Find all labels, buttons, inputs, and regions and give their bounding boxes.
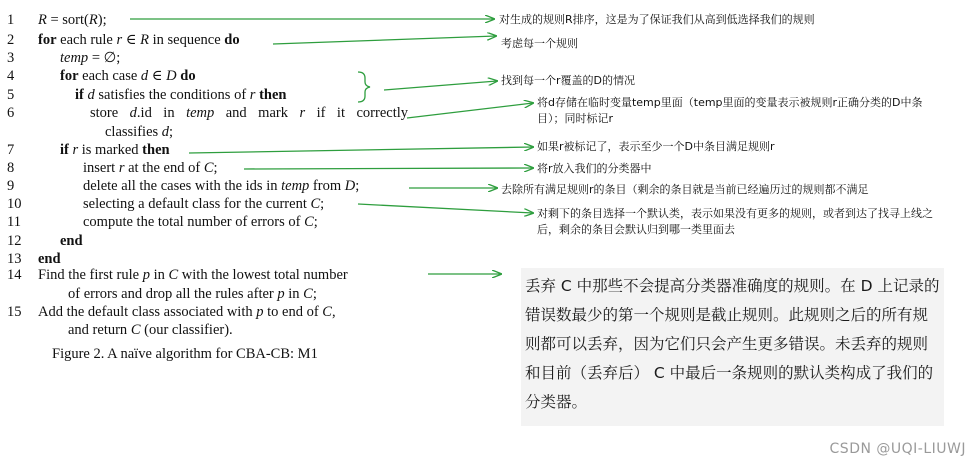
annotation-insert: 将r放入我们的分类器中 bbox=[537, 162, 652, 175]
pseudocode-line: of errors and drop all the rules after p in C; bbox=[68, 286, 317, 302]
line-number: 15 bbox=[7, 304, 22, 320]
brace bbox=[358, 72, 370, 102]
line-number: 13 bbox=[7, 251, 22, 267]
pseudocode-line: if r is marked then bbox=[60, 142, 170, 158]
pseudocode-line: delete all the cases with the ids in temp from D; bbox=[83, 178, 360, 194]
figure-caption: Figure 2. A naïve algorithm for CBA-CB: M1 bbox=[52, 346, 318, 362]
callout-explanation: 丢弃 C 中那些不会提高分类器准确度的规则。在 D 上记录的错误数最少的第一个规则是截止规则。此规则之后的所有规则都可以丢弃，因为它们只会产生更多错误。未丢弃的规则和目前（丢弃后） C 中最后一条规则的默认类构成了我们的分类器。 bbox=[521, 268, 944, 426]
line-number: 6 bbox=[7, 105, 15, 121]
arrow-8 bbox=[358, 204, 533, 213]
arrow-4 bbox=[407, 103, 533, 118]
annotation-marked: 如果r被标记了，表示至少一个D中条目满足规则r bbox=[537, 140, 775, 153]
watermark: CSDN @UQI-LIUWJ bbox=[829, 441, 966, 457]
arrow-3 bbox=[384, 81, 497, 90]
pseudocode-line: for each rule r ∈ R in sequence do bbox=[38, 32, 240, 48]
arrow-5 bbox=[189, 147, 533, 153]
pseudocode-line: selecting a default class for the current C; bbox=[83, 196, 325, 212]
line-number: 8 bbox=[7, 160, 15, 176]
annotation-each-rule: 考虑每一个规则 bbox=[501, 37, 578, 50]
pseudocode-line: end bbox=[60, 233, 83, 249]
annotation-store-temp: 将d存储在临时变量temp里面（temp里面的变量表示被规则r正确分类的D中条目）；同时标记r bbox=[537, 96, 923, 125]
arrow-2 bbox=[273, 36, 496, 44]
line-number: 2 bbox=[7, 32, 15, 48]
pseudocode-line: temp = ∅; bbox=[60, 50, 121, 66]
line-number: 12 bbox=[7, 233, 22, 249]
line-number: 14 bbox=[7, 267, 22, 283]
pseudocode-line: insert r at the end of C; bbox=[83, 160, 218, 176]
pseudocode-line: R = sort(R); bbox=[38, 12, 107, 28]
pseudocode-line: and return C (our classifier). bbox=[68, 322, 233, 338]
annotation-delete: 去除所有满足规则r的条目（剩余的条目就是当前已经遍历过的规则都不满足 bbox=[501, 183, 869, 196]
pseudocode-line: classifies d; bbox=[105, 124, 174, 140]
annotation-cases-covered: 找到每一个r覆盖的D的情况 bbox=[501, 74, 635, 87]
pseudocode-line: end bbox=[38, 251, 61, 267]
line-number: 4 bbox=[7, 68, 15, 84]
pseudocode-line: if d satisfies the conditions of r then bbox=[75, 87, 287, 103]
line-number: 10 bbox=[7, 196, 22, 212]
pseudocode-line: Add the default class associated with p to end of C, bbox=[38, 304, 336, 320]
pseudocode-line: for each case d ∈ D do bbox=[60, 68, 196, 84]
arrow-6 bbox=[244, 168, 533, 169]
line-number: 9 bbox=[7, 178, 15, 194]
line-number: 5 bbox=[7, 87, 15, 103]
line-number: 3 bbox=[7, 50, 15, 66]
pseudocode-line: store d.id in temp and mark r if it correctly bbox=[90, 105, 408, 121]
pseudocode-line: Find the first rule p in C with the lowest total number bbox=[38, 267, 348, 283]
annotation-sort: 对生成的规则R排序，这是为了保证我们从高到低选择我们的规则 bbox=[499, 13, 815, 26]
annotation-default-class: 对剩下的条目选择一个默认类，表示如果没有更多的规则，或者到达了找寻上线之后，剩余的条目会默认归到哪一类里面去 bbox=[537, 207, 933, 236]
line-number: 1 bbox=[7, 12, 15, 28]
pseudocode-line: compute the total number of errors of C; bbox=[83, 214, 318, 230]
line-number: 11 bbox=[7, 214, 21, 230]
line-number: 7 bbox=[7, 142, 15, 158]
